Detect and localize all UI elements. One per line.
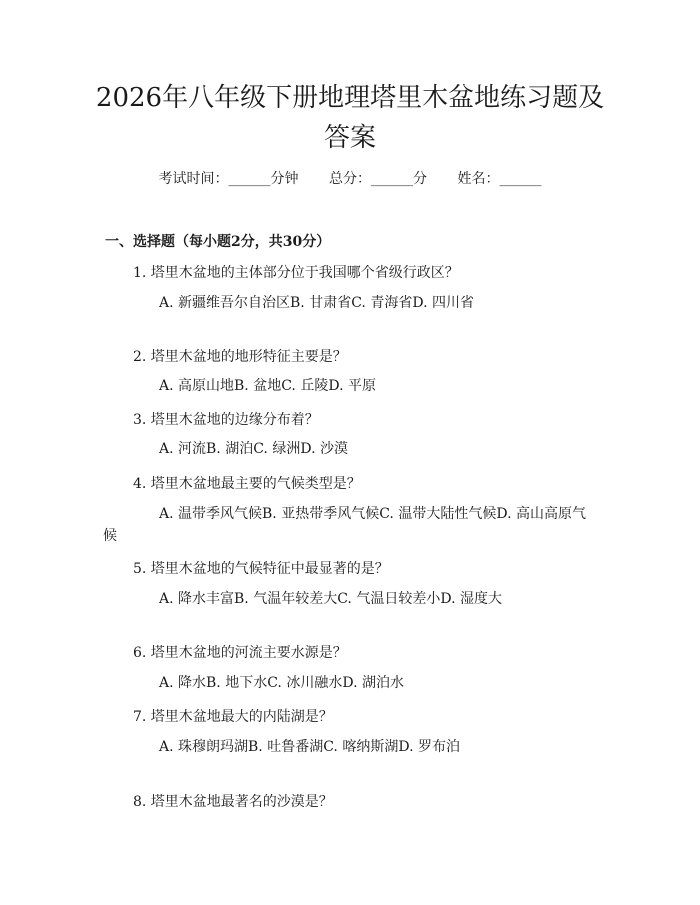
q1-option-d: D. 四川省	[412, 295, 474, 311]
q4-option-b: B. 亚热带季风气候	[262, 506, 380, 522]
q3-option-c: C. 绿洲	[253, 441, 301, 457]
q2-option-b: B. 盆地	[234, 378, 282, 394]
q3-option-a: A. 河流	[159, 441, 207, 457]
q5-option-c: C. 气温日较差小	[337, 591, 441, 607]
q2-option-a: A. 高原山地	[159, 378, 235, 394]
question-6: 6. 塔里木盆地的河流主要水源是？	[133, 645, 347, 661]
question-2-options	[103, 375, 590, 397]
q1-option-a: A. 新疆维吾尔自治区	[159, 295, 291, 311]
q7-option-a: A. 珠穆朗玛湖	[159, 739, 249, 755]
question-4: 4. 塔里木盆地最主要的气候类型是？	[133, 476, 361, 492]
q3-option-b: B. 湖泊	[206, 441, 254, 457]
q7-option-b: B. 吐鲁番湖	[248, 739, 324, 755]
q5-option-d: D. 湿度大	[440, 591, 502, 607]
question-1: 1. 塔里木盆地的主体部分位于我国哪个省级行政区？	[133, 265, 459, 281]
q7-option-d: D. 罗布泊	[398, 739, 460, 755]
exam-name-field: 姓名：______	[457, 171, 542, 187]
q4-option-a: A. 温带季风气候	[159, 506, 263, 522]
question-3: 3. 塔里木盆地的边缘分布着？	[133, 412, 319, 428]
q6-option-c: C. 冰川融水	[267, 675, 343, 691]
question-6-options	[103, 672, 590, 694]
q2-option-c: C. 丘陵	[281, 378, 329, 394]
q5-option-a: A. 降水丰富	[159, 591, 235, 607]
q3-option-d: D. 沙漠	[300, 441, 348, 457]
q6-option-b: B. 地下水	[206, 675, 268, 691]
q7-option-c: C. 喀纳斯湖	[323, 739, 399, 755]
q5-option-b: B. 气温年较差大	[234, 591, 338, 607]
q4-option-c: C. 温带大陆性气候	[379, 506, 497, 522]
exam-time: 考试时间：______分钟	[158, 171, 299, 187]
q6-option-d: D. 湖泊水	[342, 675, 404, 691]
question-4-options	[103, 503, 590, 547]
exam-info	[0, 168, 700, 188]
question-5-options	[103, 588, 590, 610]
question-3-options	[103, 438, 590, 460]
q1-option-c: C. 青海省	[351, 295, 413, 311]
question-1-options	[103, 292, 590, 314]
question-2: 2. 塔里木盆地的地形特征主要是？	[133, 349, 347, 365]
q1-option-b: B. 甘肃省	[290, 295, 352, 311]
question-5: 5. 塔里木盆地的气候特征中最显著的是？	[133, 561, 389, 577]
exam-total-score: 总分：______分	[329, 171, 427, 187]
q4-option-d: D. 高山高原气候	[103, 506, 586, 544]
question-7-options	[103, 736, 590, 758]
q6-option-a: A. 降水	[159, 675, 207, 691]
question-7: 7. 塔里木盆地最大的内陆湖是？	[133, 709, 333, 725]
section-title: 一、选择题（每小题2分，共30分）	[105, 234, 331, 250]
document-title: 2026年八年级下册地理塔里木盆地练习题及答案	[95, 83, 605, 153]
q2-option-d: D. 平原	[328, 378, 376, 394]
question-8: 8. 塔里木盆地最著名的沙漠是？	[133, 794, 333, 810]
